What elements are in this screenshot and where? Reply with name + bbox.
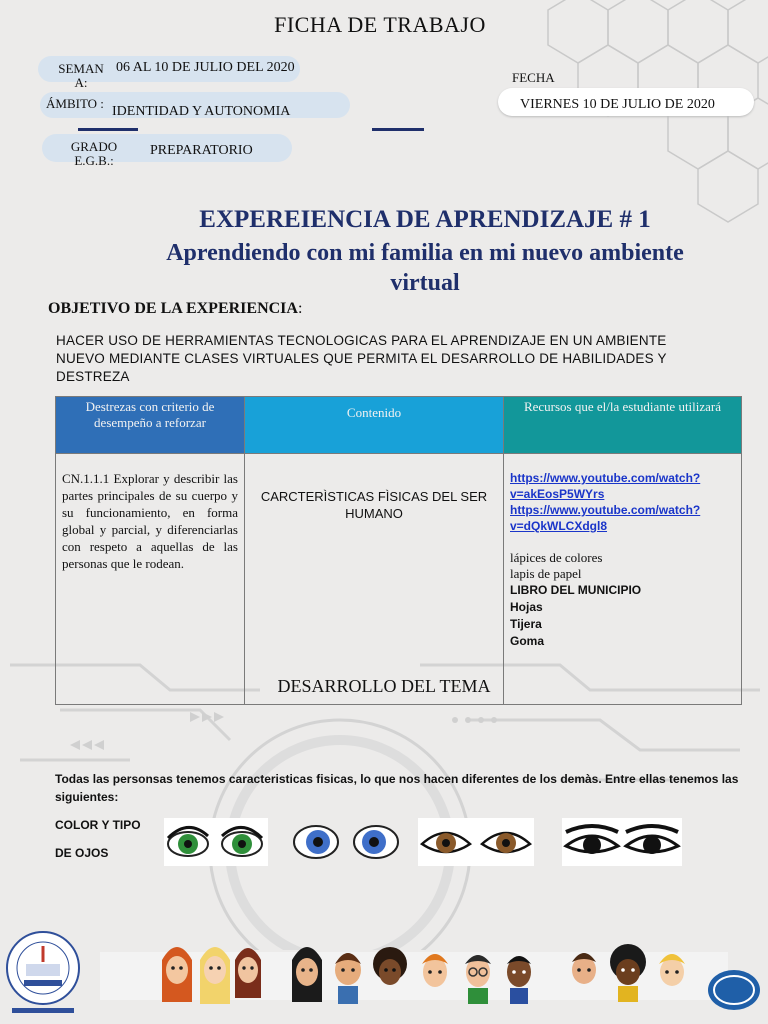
underline-decoration xyxy=(372,128,424,131)
table-header-row xyxy=(56,397,742,454)
objective-heading xyxy=(48,300,302,318)
semana-label: SEMAN A: xyxy=(58,61,104,90)
school-logo xyxy=(4,928,82,1016)
content-cell: CARCTERÌSTICAS FÌSICAS DEL SER HUMANO xyxy=(245,454,504,705)
fecha-value: VIERNES 10 DE JULIO DE 2020 xyxy=(520,97,715,112)
grado-label: GRADO E.G.B.: xyxy=(70,139,118,168)
header-resources: Recursos que el/la estudiante utilizará xyxy=(504,397,742,454)
material-item: Tijera xyxy=(510,617,542,631)
material-item: lápices de colores xyxy=(510,550,603,565)
boy-dark-skin-avatar xyxy=(502,940,536,1006)
boy-glasses-avatar xyxy=(460,940,496,1006)
boy-orange-hair-avatar xyxy=(418,940,452,1006)
semana-value: 06 AL 10 DE JULIO DEL 2020 xyxy=(116,60,295,75)
ambito-label: ÁMBITO : xyxy=(46,96,104,111)
header-content: Contenido xyxy=(245,397,504,454)
development-intro: Todas las personsas tenemos caracteristicas fisicas, lo que nos hacen diferentes de los demàs. Entre ellas tenemos las siguientes: xyxy=(55,772,739,804)
ambito-value: IDENTIDAD Y AUTONOMIA xyxy=(112,104,291,119)
planning-table xyxy=(55,396,742,705)
objective-colon: : xyxy=(297,300,303,317)
eyes-label-line1: COLOR Y TIPO xyxy=(55,818,141,832)
brown-eyes-image xyxy=(418,818,534,866)
development-title: DESARROLLO DEL TEMA xyxy=(277,676,491,696)
green-eyes-image xyxy=(164,818,268,866)
girl-brunette-avatar xyxy=(233,940,263,1006)
underline-decoration xyxy=(78,128,138,131)
girl-black-hair-avatar xyxy=(290,940,324,1006)
material-item: LIBRO DEL MUNICIPIO xyxy=(510,583,642,597)
blue-eyes-image xyxy=(290,818,402,866)
skill-cell: CN.1.1.1 Explorar y describir las partes principales de su cuerpo y su funcionamiento, en forma global y parcial, y diferenciarlas con respeto a aquellas de las personas que le rodean. xyxy=(56,454,245,705)
experience-subtitle: Aprendiendo con mi familia en mi nuevo ambiente virtual xyxy=(166,240,684,296)
material-item: Hojas xyxy=(510,600,543,614)
header-skills: Destrezas con criterio de desempeño a reforzar xyxy=(56,397,245,454)
table-row xyxy=(56,454,742,705)
fecha-label: FECHA xyxy=(512,70,554,85)
experience-title: EXPEREIENCIA DE APRENDIZAJE # 1 xyxy=(199,206,651,233)
girl-curly-avatar xyxy=(372,940,408,1006)
eyes-label-line2: DE OJOS xyxy=(55,846,109,860)
girl-redhead-avatar xyxy=(160,940,194,1006)
resources-cell xyxy=(504,454,742,705)
boy-brown-hair-avatar xyxy=(330,940,366,1006)
boy-blonde-avatar xyxy=(654,940,690,1006)
youtube-link-1[interactable]: https://www.youtube.com/watch?v=akEosP5WYrs xyxy=(510,471,701,501)
worksheet-title: FICHA DE TRABAJO xyxy=(274,12,486,37)
objective-label: OBJETIVO DE LA EXPERIENCIA xyxy=(48,300,298,317)
boy-brown-avatar xyxy=(566,940,602,1006)
objective-text: HACER USO DE HERRAMIENTAS TECNOLOGICAS PARA EL APRENDIZAJE EN UN AMBIENTE NUEVO MEDIANTE CLASES VIRTUALES QUE PERMITA EL DESARROLLO DE HABILIDADES Y DESTREZA xyxy=(56,333,667,384)
material-item: Goma xyxy=(510,634,545,648)
material-item: lapis de papel xyxy=(510,566,582,581)
grado-value: PREPARATORIO xyxy=(150,143,253,158)
dark-eyes-image xyxy=(562,818,682,866)
iso-certification-badge xyxy=(706,966,762,1012)
girl-afro-avatar xyxy=(608,940,648,1006)
youtube-link-2[interactable]: https://www.youtube.com/watch?v=dQkWLCXdgl8 xyxy=(510,503,701,533)
girl-blonde-avatar xyxy=(198,940,232,1006)
